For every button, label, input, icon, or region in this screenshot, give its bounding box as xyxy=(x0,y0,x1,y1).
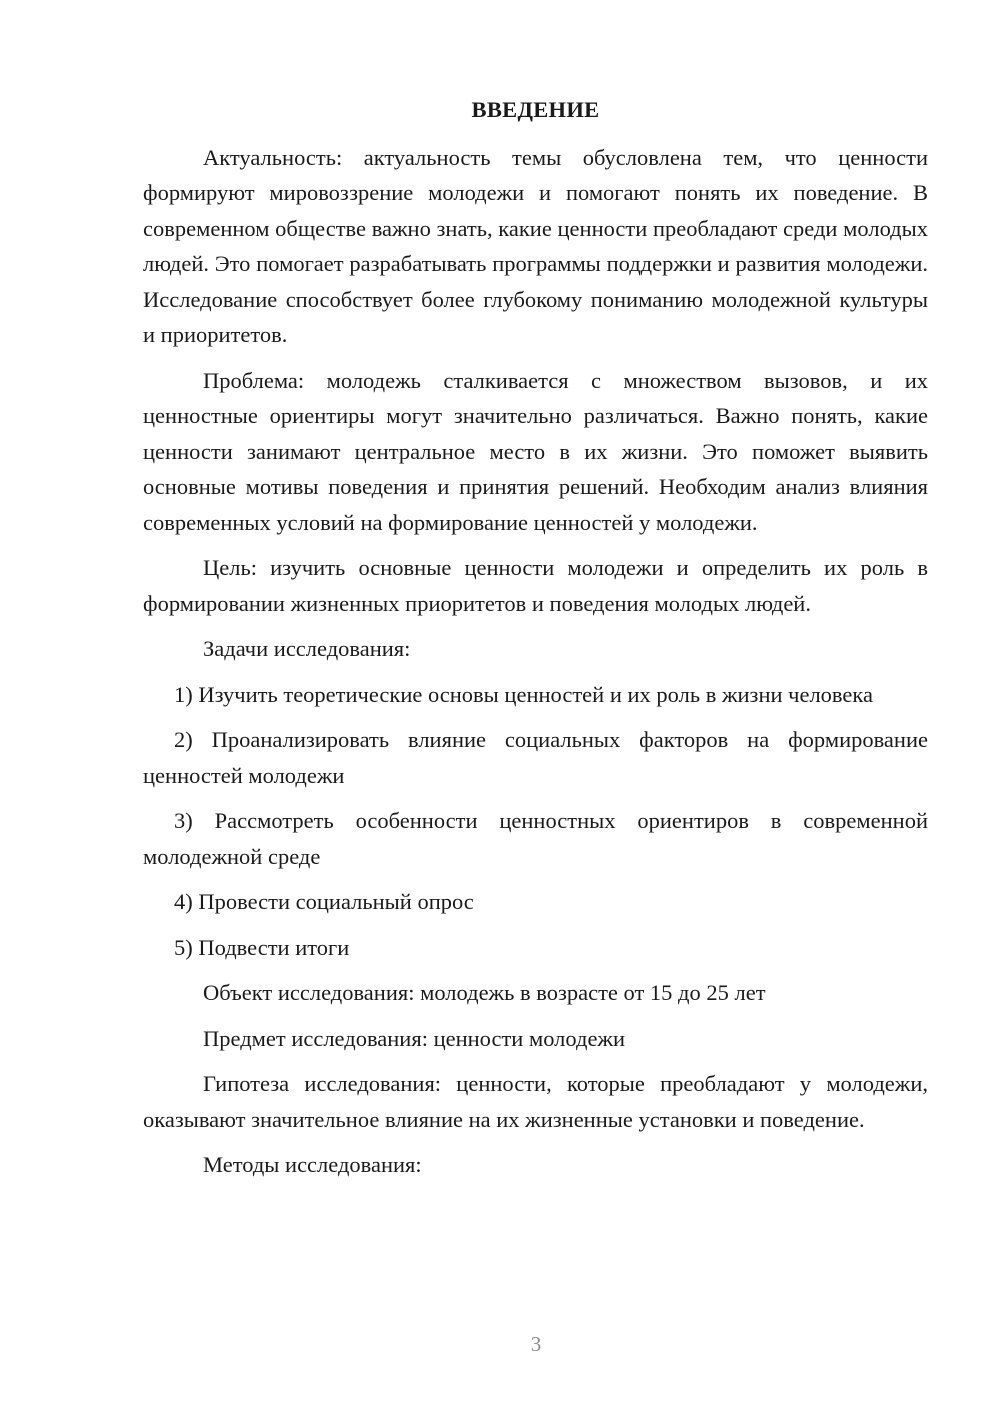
paragraph-tasks-heading: Задачи исследования: xyxy=(203,636,411,661)
task-item: 2) Проанализировать влияние социальных факторов на формирование ценностей молодежи xyxy=(143,727,928,788)
paragraph-hypothesis: Гипотеза исследования: ценности, которые преобладают у молодежи, оказывают значительное влияние на их жизненные установки и поведение. xyxy=(143,1071,928,1132)
paragraph-methods: Методы исследования: xyxy=(203,1152,422,1177)
page-number: 3 xyxy=(530,1332,542,1356)
task-item: 3) Рассмотреть особенности ценностных ориентиров в современной молодежной среде xyxy=(143,808,928,869)
paragraph-subject: Предмет исследования: ценности молодежи xyxy=(203,1025,626,1051)
paragraph-object: Объект исследования: молодежь в возрасте от 15 до 25 лет xyxy=(203,980,766,1005)
paragraph-relevance: Актуальность: актуальность темы обусловлена тем, что ценности формируют мировоззрение молодежи и помогают понять их поведение. В современном обществе важно знать, какие ценности преобладают среди молодых людей. Это помогает разрабатывать программы поддержки и развития молодежи. Исследование способствует более глубокому пониманию молодежной культуры и приоритетов. xyxy=(143,144,928,347)
page-content xyxy=(143,92,928,1193)
task-item: 5) Подвести итоги xyxy=(174,934,350,960)
task-item: 1) Изучить теоретические основы ценностей и их роль в жизни человека xyxy=(174,681,873,707)
paragraph-goal: Цель: изучить основные ценности молодежи и определить их роль в формировании жизненных приоритетов и поведения молодых людей. xyxy=(143,555,928,616)
task-item: 4) Провести социальный опрос xyxy=(174,889,474,914)
section-title: ВВЕДЕНИЕ xyxy=(471,97,600,122)
paragraph-problem: Проблема: молодежь сталкивается с множеством вызовов, и их ценностные ориентиры могут значительно различаться. Важно понять, какие ценности занимают центральное место в их жизни. Это поможет выявить основные мотивы поведения и принятия решений. Необходим анализ влияния современных условий на формирование ценностей у молодежи. xyxy=(143,367,928,535)
